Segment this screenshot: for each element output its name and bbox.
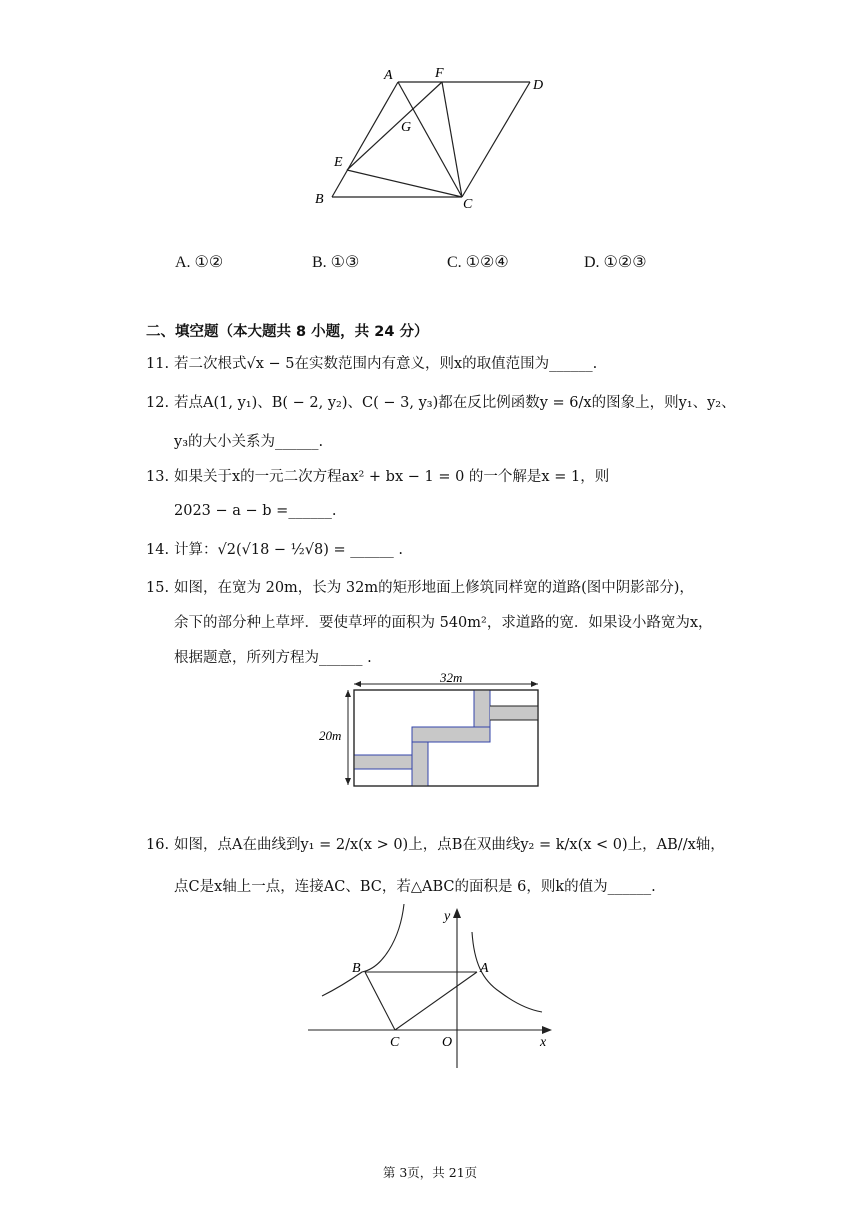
question-number: 16. [146, 837, 170, 853]
question-number: 14. [146, 542, 170, 558]
label-B: B [315, 192, 324, 207]
question-16 [146, 835, 725, 855]
segment-CD [462, 82, 530, 197]
question-13-line2: 2023 − a − b =______. [174, 503, 337, 519]
label-x: x [540, 1035, 547, 1050]
option-a[interactable]: A. ①② [175, 254, 224, 271]
label-G: G [401, 120, 412, 135]
label-A: A [384, 68, 393, 83]
question-15-line3: 根据题意，所列方程为______ . [174, 650, 372, 666]
road-figure [316, 670, 548, 792]
option-d[interactable]: D. ①②③ [584, 254, 647, 271]
question-number: 12. [146, 395, 170, 411]
page-footer: 第 3页，共 21页 [382, 1165, 478, 1180]
segment-AC [395, 972, 477, 1030]
parallelogram-figure [300, 60, 560, 220]
label-D: D [533, 78, 544, 93]
height-label: 20m [319, 728, 342, 743]
label-E: E [334, 155, 343, 170]
question-12-line2: y₃的大小关系为______. [174, 434, 324, 450]
question-16-line2: 点C是x轴上一点，连接AC、BC，若△ABC的面积是 6，则k的值为______. [174, 879, 656, 895]
label-F: F [435, 66, 444, 81]
question-text: 若二次根式√x − 5在实数范围内有意义，则x的取值范围为______. [174, 356, 598, 372]
left-hyperbola-branch [322, 904, 404, 996]
label-B: B [352, 961, 361, 976]
question-12 [146, 393, 736, 413]
width-label: 32m [440, 670, 463, 685]
question-text: 如图，点A在曲线到y₁ = 2/x(x > 0)上，点B在双曲线y₂ = k/x(x < 0)上，AB//x轴， [174, 837, 725, 853]
label-A: A [480, 961, 489, 976]
label-O: O [442, 1035, 453, 1050]
question-text: 若点A(1, y₁)、B( − 2, y₂)、C( − 3, y₃)都在反比例函数y = 6/x的图象上，则y₁、y₂、 [174, 395, 736, 411]
section-title: 二、填空题（本大题共 8 小题，共 24 分） [146, 324, 429, 340]
question-text: 如图，在宽为 20m，长为 32m的矩形地面上修筑同样宽的道路(图中阴影部分)， [174, 580, 694, 596]
question-11 [146, 354, 597, 374]
segment-BC [365, 972, 395, 1030]
label-C: C [463, 197, 473, 212]
segment-EC [347, 170, 462, 197]
hyperbola-figure [300, 900, 570, 1072]
question-number: 11. [146, 356, 170, 372]
option-b[interactable]: B. ①③ [312, 254, 360, 271]
question-number: 15. [146, 580, 170, 596]
question-13 [146, 467, 609, 487]
option-c[interactable]: C. ①②④ [447, 254, 509, 271]
question-15 [146, 578, 694, 598]
question-15-line2: 余下的部分种上草坪．要使草坪的面积为 540m²，求道路的宽．如果设小路宽为x， [174, 615, 713, 631]
question-14 [146, 540, 403, 560]
question-number: 13. [146, 469, 170, 485]
question-text: 计算：√2(√18 − ½√8) = ______ . [174, 542, 403, 558]
segment-EF [347, 82, 442, 170]
question-text: 如果关于x的一元二次方程ax² + bx − 1 = 0 的一个解是x = 1，则 [174, 469, 610, 485]
label-C: C [390, 1035, 400, 1050]
label-y: y [444, 909, 451, 924]
